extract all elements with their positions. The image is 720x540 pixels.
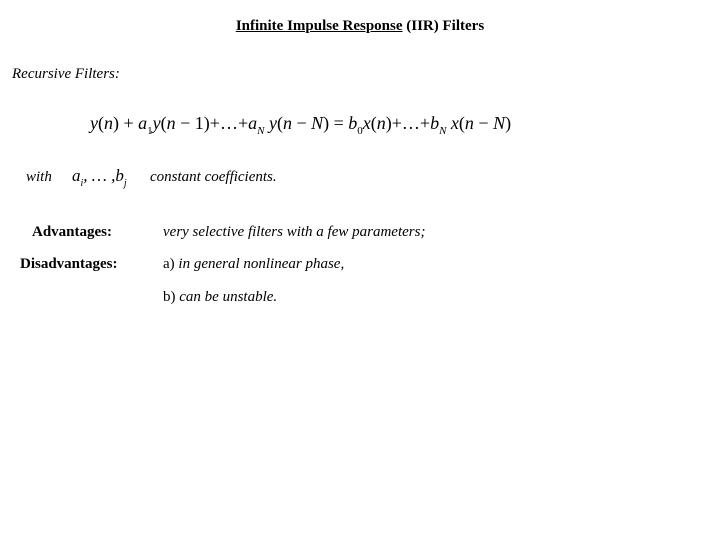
disadvantage-item-a: a) in general nonlinear phase, [163,256,345,272]
title-rest: (IIR) Filters [402,18,485,34]
coefficient-description: constant coefficients. [150,169,277,185]
section-subtitle: Recursive Filters: [12,66,120,82]
advantages-label: Advantages: [32,224,113,240]
difference-equation: $y(n) + a_1y(n$ − $1)+\dots+a_N$ $y(n - N) = b_0x(n)+\dots+b_N$ x(n − N) [90,113,512,137]
coefficient-symbols: $a_i$, … $,b_j$ [72,166,127,189]
page-title [0,18,720,35]
disadvantages-label: Disadvantages: [20,256,118,272]
with-label: with [26,169,52,185]
advantages-text: very selective filters with a few parameters; [163,224,426,240]
title-underlined: Infinite Impulse Response [235,18,403,34]
disadvantage-item-b: b) can be unstable. [163,289,278,305]
